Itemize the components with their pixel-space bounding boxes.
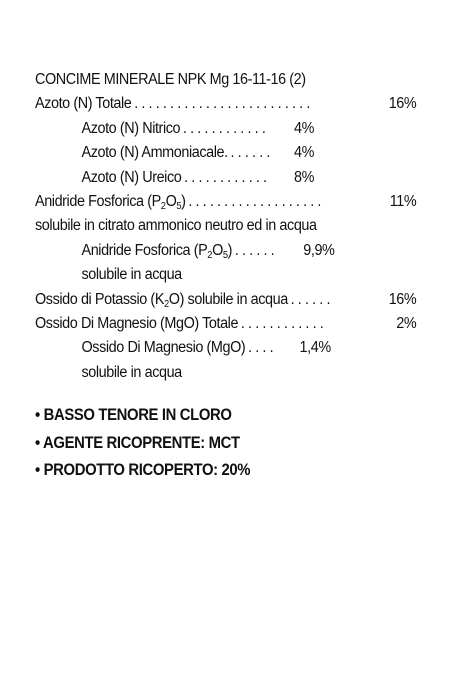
bullet-item: • PRODOTTO RICOPERTO: 20% bbox=[35, 461, 251, 479]
row-label: Ossido Di Magnesio (MgO) bbox=[81, 339, 246, 357]
row-label: Azoto (N) Ammoniacale. bbox=[81, 144, 228, 162]
feature-bullets bbox=[35, 402, 404, 485]
fertilizer-composition-table bbox=[35, 68, 416, 385]
row-value: 16% bbox=[388, 290, 417, 308]
leader-dots: . . . . . . . . . . . . . . . . . . . bbox=[188, 192, 322, 210]
row-label: Ossido di Potassio $(K_2O)$ solubile in acqua bbox=[35, 290, 288, 310]
row-value: 4% bbox=[293, 144, 314, 162]
leader-dots: . . . . . . bbox=[230, 144, 270, 162]
leader-dots: . . . . . . . . . . . . bbox=[182, 119, 266, 137]
row-note: solubile in citrato ammonico neutro ed in acqua bbox=[35, 217, 317, 235]
row-label: Anidride Fosforica $(P_2O_5)$ bbox=[81, 241, 233, 261]
bullet-item: • AGENTE RICOPRENTE: MCT bbox=[35, 433, 240, 452]
row-value: 4% bbox=[293, 119, 314, 137]
row-anidride-fosforica bbox=[35, 190, 416, 214]
row-value: 11% bbox=[389, 192, 417, 210]
row-value: 16% bbox=[388, 95, 417, 113]
row-value: 9,9% bbox=[303, 241, 335, 259]
row-note: solubile in acqua bbox=[81, 363, 182, 381]
row-azoto-nitrico bbox=[35, 117, 314, 141]
row-value: 2% bbox=[396, 314, 417, 332]
row-value: 8% bbox=[293, 168, 314, 186]
leader-dots: . . . . . . . . . . . . bbox=[184, 168, 267, 186]
bullet-item: • BASSO TENORE IN CLORO bbox=[35, 406, 232, 424]
leader-dots: . . . . . . . . . . . . bbox=[240, 314, 324, 332]
row-anidride-fosforica-acqua bbox=[35, 239, 334, 263]
row-ossido-magnesio-acqua bbox=[35, 336, 331, 360]
row-azoto-ureico bbox=[35, 166, 314, 190]
product-title: CONCIME MINERALE NPK Mg 16-11-16 (2) bbox=[35, 71, 306, 88]
row-value: 1,4% bbox=[299, 339, 331, 357]
row-ossido-potassio bbox=[35, 288, 416, 312]
row-azoto-ammoniacale bbox=[35, 141, 314, 165]
row-label: Azoto (N) Totale bbox=[35, 95, 132, 113]
row-label: Azoto (N) Nitrico bbox=[81, 119, 181, 137]
leader-dots: . . . . bbox=[248, 339, 274, 357]
row-ossido-magnesio-totale bbox=[35, 312, 416, 336]
row-azoto-totale bbox=[35, 92, 416, 116]
row-label: Anidride Fosforica $(P_2O_5)$ bbox=[35, 192, 186, 212]
row-label: Azoto (N) Ureico bbox=[81, 168, 182, 186]
leader-dots: . . . . . . bbox=[234, 241, 275, 259]
row-note: solubile in acqua bbox=[81, 266, 182, 284]
leader-dots: . . . . . . . . . . . . . . . . . . . . . . . . . bbox=[134, 95, 310, 113]
row-label: Ossido Di Magnesio (MgO) Totale bbox=[35, 314, 239, 332]
leader-dots: . . . . . . bbox=[290, 290, 331, 308]
